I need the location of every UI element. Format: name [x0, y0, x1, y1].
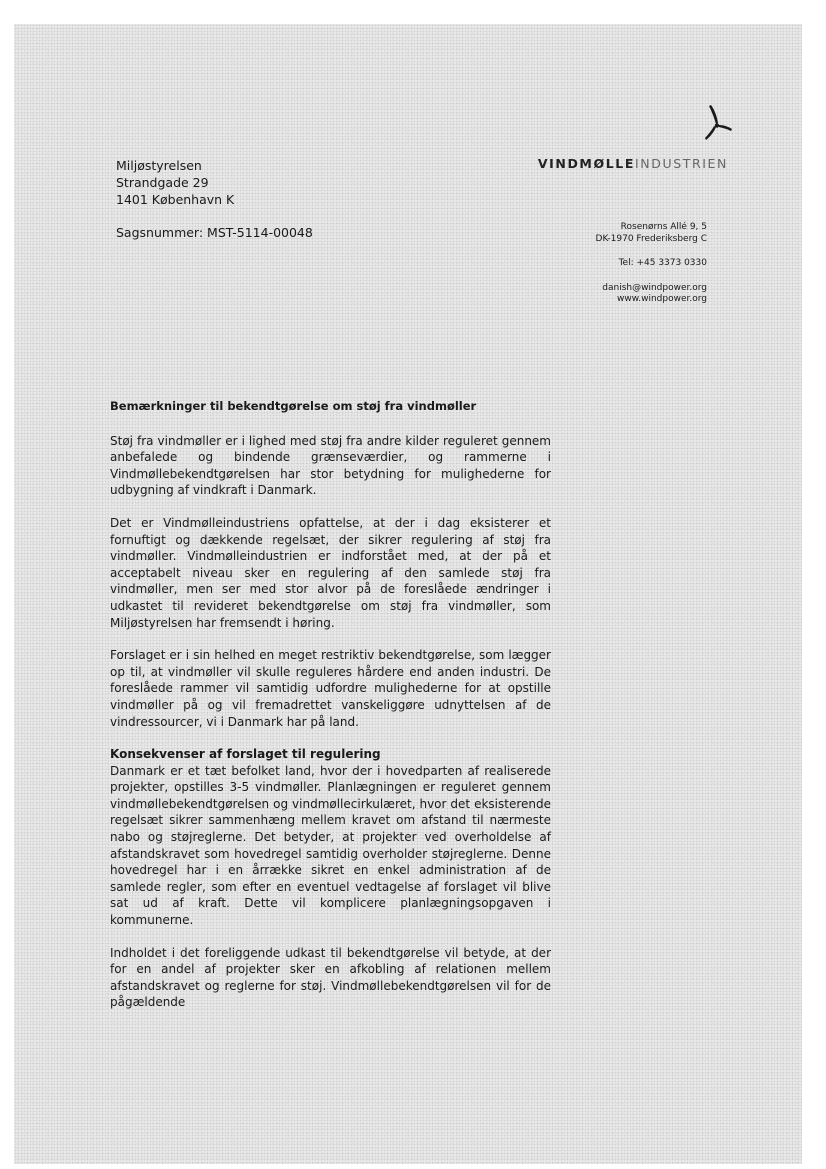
- sender-address-line2: DK-1970 Frederiksberg C: [595, 233, 707, 244]
- paragraph-3: Forslaget er i sin helhed en meget restriktiv bekendtgørelse, som lægger op til, at vindmøller vil skulle reguleres hårdere end anden industri. De foreslåede rammer vil samtidig udfordre mulighederne for at opstille vindmøller på og vil fremadrettet vanskeliggøre udnyttelsen af de vindressourcer, vi i Danmark har på land.: [110, 648, 551, 729]
- sender-address-line1: Rosenørns Allé 9, 5: [620, 222, 707, 232]
- letter-title: Bemærkninger til bekendtgørelse om støj fra vindmøller: [110, 399, 477, 413]
- recipient-address: [116, 157, 234, 208]
- case-number: Sagsnummer: MST-5114-00048: [116, 225, 313, 240]
- paragraph-4: Danmark er et tæt befolket land, hvor der i hovedparten af realiserede projekter, opstilles 3-5 vindmøller. Planlægningen er reguleret gennem vindmøllebekendtgørelsen og vindmøllecirkulæret, hvor det eksisterende regelsæt sikrer sammenhæng mellem kravet om afstand til nærmeste nabo og støjreglerne. Det betyder, at projekter ved overholdelse af afstandskravet som hovedregel samtidig overholder støjreglerne. Denne hovedregel har i en årrække sikret en enkel administration af de samlede regler, som efter en eventuel vedtagelse af forslaget vil blive sat ud af kraft. Dette vil komplicere planlægningsopgaven i kommunerne.: [110, 763, 551, 928]
- letter-body: [110, 398, 551, 1011]
- sender-phone: Tel: +45 3373 0330: [618, 258, 707, 268]
- recipient-name: Miljøstyrelsen: [116, 158, 202, 173]
- sender-web: www.windpower.org: [616, 294, 707, 304]
- brand-light: INDUSTRIEN: [634, 156, 728, 171]
- recipient-street: Strandgade 29: [116, 175, 209, 190]
- sender-email: danish@windpower.org: [602, 282, 707, 293]
- section-heading: Konsekvenser af forslaget til regulering: [110, 747, 381, 762]
- sender-brand: [538, 156, 728, 171]
- brand-bold: VINDMØLLE: [537, 156, 635, 171]
- paragraph-1: Støj fra vindmøller er i lighed med støj fra andre kilder reguleret gennem anbefalede og bindende grænseværdier, og rammerne i Vindmøllebekendtgørelsen har stor betydning for mulighederne for udbygning af vindkraft i Danmark.: [110, 433, 551, 498]
- paragraph-2: Det er Vindmølleindustriens opfattelse, at der i dag eksisterer et fornuftigt og dækkende regelsæt, der sikrer regulering af støj fra vindmøller. Vindmølleindustrien er indforstået med, at der på et acceptabelt niveau sker en regulering af den samlede støj fra vindmøller, men ser med stor alvor på de foreslåede ændringer i udkastet til revideret bekendtgørelse om støj fra vindmøller, som Miljøstyrelsen har fremsendt i høring.: [110, 515, 551, 630]
- recipient-city: 1401 København K: [116, 192, 235, 207]
- wind-turbine-logo-icon: [700, 103, 736, 149]
- paragraph-5: Indholdet i det foreliggende udkast til bekendtgørelse vil betyde, at der for en andel af projekter sker en afkobling af relationen mellem afstandskravet og reglerne for støj. Vindmøllebekendtgørelsen vil for de pågældende: [110, 945, 551, 1010]
- sender-contact: [596, 222, 707, 306]
